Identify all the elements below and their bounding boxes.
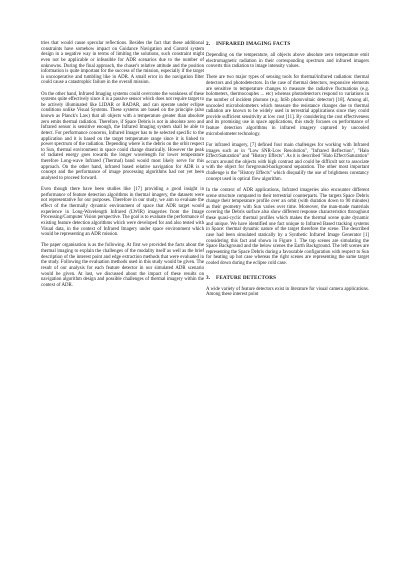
- section-3-title: FEATURE DETECTORS: [216, 274, 277, 281]
- section-3-number: 3.: [206, 274, 211, 281]
- right-paragraph-3: For infrared imagery, [7] defined four main challenges for working with Infrared images such as in "Low SNR-Low Resolution", "Infrared Reflection", "Halo Effect/Saturation" and "History Effects". As it is described "Halo Effect/Saturation" occurs around the objects with high contrast and could be difficult not to associate with the object for foreground-background separation. The other most important challenge is the "History Effects" which disqualify the use of brightness constancy concept used in optical flow algorithm.: [206, 142, 369, 182]
- right-column: [206, 41, 369, 298]
- right-paragraph-2: There are two major types of sensing tools for thermal/infrared radiation: thermal detectors and photodetectors. In the case of thermal detectors, responsive elements are sensitive to temperature changes to measure the radiative fluctuations (e.g. bolometers, thermocouples ... etc) whereas photodetectors respond to variations in the number of incident photons (e.g. InSb photovoltaic detector) [18]. Among all, uncooled microbolometers which measure the resistance changes due to thermal radiation are known to be widely used in terrestrial applications since they could provide sufficient sensitivity at low cost [11]. By considering the cost effectiveness and its promising use in space applications, this study focuses on performance of feature detection algorithms in infrared imagery captured by uncooled microbolometer technology.: [206, 75, 369, 137]
- left-column: [41, 41, 204, 288]
- right-paragraph-4: In the context of ADR applications, Infrared imageries also encounter different scene structure compared to their terrestrial counterparts. The targets Space Debris change their temperature profile over an orbit (with duration down to 90 minutes) as their geometry with Sun varies over time. Moreover, the man-made materials covering the Debris surface also show different response characteristics throughout these quasi-cyclic thermal profiles which makes the thermal scene quite dynamic and unique. We have identified one fact unique to Infrared Based tracking systems in Space: thermal dynamic nature of the target therefore the scene. The described case had been simulated statically by a Synthetic Infrared Image Generator [1] considering this fact and shown in Figure 1. The top scenes are simulating the Space Background and the below scenes the Earth Background. The left scenes are representing the Space Debris during a favourable configuration with respect to Sun for heating up hot case whereas the right scenes are representing the same target cooled down during the eclipse cold case.: [206, 187, 369, 267]
- left-paragraph-4: The paper organisation is as the following. At first we provided the facts about the thermal imaging to explain the challenges of the modality itself as well as the brief description of the interest point and edge extraction methods that were evaluated in the study. Following the evaluation methods used in this study would be given. The result of our analysis for each feature detector in our simulated ADR scenario would be given. At last, we discussed about the impact of these results on navigation algorithm design and possible challenges of thermal imagery within the context of ADR.: [41, 243, 204, 288]
- section-2-number: 2.: [206, 41, 211, 47]
- left-paragraph-2: On the other hand, Infrared Imaging systems could overcome the weakness of these systems quite effectively since it is a passive sensor which does not require target to be actively illuminated like LIDAR or RADAR, and can operate under eclipse conditions unlike Visual Systems. These systems are based on the principle (also known as Planck's Law) that all objects with a temperature greater than absolute zero emits thermal radiation. Therefore, if Space Debris is not in absolute zero and Infrared sensor is sensitive enough, the Infrared Imaging system shall be able to detect. For performance concerns, Infrared Imager has to be selected specific to the application and it is based on the target temperature range since it is linked to power spectrum of the radiation. Depending where is the debris on the orbit respect to Sun, thermal environment in space could change drastically. However the peak of radiated energy goes towards the longer wavelength for lower temperature therefore Long-wave Infrared (Thermal) band would most likely serve for this approach. On the other hand, infrared based relative navigation for ADR is a concept and the performance of image processing algorithms had not yet been analysed to proceed forward.: [41, 91, 204, 181]
- section-2-heading: [206, 41, 369, 47]
- left-paragraph-3: Even though there have been studies like [17] providing a good insight in performance of feature detection algorithms in thermal imagery, the datasets were not representative for our purposes. Therefore in our study, we aim to evaluate the effect of the thermally dynamic environment of space that ADR target would experience in Long-Wavelength Infrared (LWIR) imageries from the Image Processing/Computer Vision perspective. The goal is to evaluate the performance of existing feature detection algorithms which were developed for and also tested with Visual data, in the context of Infrared Imagery under space environment which would be representing an ADR mission.: [41, 187, 204, 238]
- section-3-heading: [206, 275, 369, 281]
- section-2-title: INFRARED IMAGING FACTS: [216, 41, 291, 47]
- section-3-paragraph: A wide variety of feature detectors exist in literature for visual camera applications. Among these interest point: [206, 286, 369, 298]
- right-paragraph-1: Depending on the temperature, all objects above absolute zero temperature emit electromagnetic radiation in their corresponding spectrum and infrared imagers converts this radiation to image intensity values.: [206, 53, 369, 70]
- left-paragraph-1: tries that would cause specular reflections. Besides the fact that these additional constraints have somehow impact on Guidance Navigation and Control system design in a negative way in terms of limiting the solutions, such constraint might even not be applicable or infeasible for ADR scenarios due to the number of unknowns. During the final approach, the chaser's relative attitude and the position information is quite important for the success of the mission, especially if the target is uncooperative and tumbling like in ADR. A small error in the navigation filter could cause a catastrophic failure in the overall mission.: [41, 41, 204, 86]
